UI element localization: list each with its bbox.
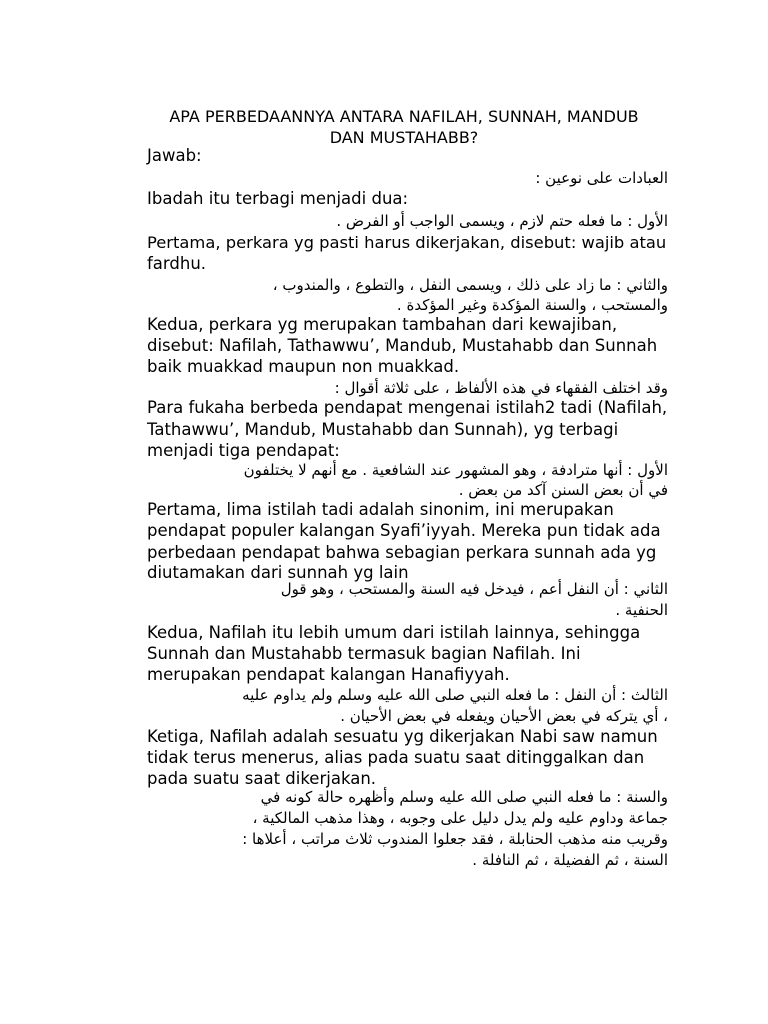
arabic-line: الحنفية . — [615, 601, 668, 619]
page-title: APA PERBEDAANNYA ANTARA NAFILAH, SUNNAH, MANDUB DAN MUSTAHABB? — [169, 107, 639, 147]
text-line: Tathawwu’, Mandub, Mustahabb dan Sunnah), yg terbagi — [147, 420, 619, 439]
arabic-line: الثالث : أن النفل : ما فعله النبي صلى الله عليه وسلم ولم يداوم عليه — [242, 686, 668, 704]
text-line: perbedaan pendapat bahwa sebagian perkara sunnah ada yg — [147, 543, 657, 562]
text-line: disebut: Nafilah, Tathawwu’, Mandub, Mustahabb dan Sunnah — [147, 336, 658, 355]
text-line: Pertama, lima istilah tadi adalah sinonim, ini merupakan — [147, 500, 614, 519]
arabic-line: السنة ، ثم الفضيلة ، ثم النافلة . — [472, 851, 668, 869]
arabic-line: الأول : ما فعله حتم لازم ، ويسمى الواجب أو الفرض . — [336, 212, 668, 230]
text-line: Ibadah itu terbagi menjadi dua: — [147, 189, 409, 208]
text-line: Para fukaha berbeda pendapat mengenai istilah2 tadi (Nafilah, — [147, 398, 668, 417]
text-line: pada suatu saat dikerjakan. — [147, 769, 377, 788]
text-line: Ketiga, Nafilah adalah sesuatu yg dikerjakan Nabi saw namun — [147, 727, 658, 746]
text-line: Pertama, perkara yg pasti harus dikerjakan, disebut: wajib atau — [147, 233, 667, 252]
text-line: tidak terus menerus, alias pada suatu saat ditinggalkan dan — [147, 748, 645, 767]
arabic-line: جماعة وداوم عليه ولم يدل دليل على وجوبه ، وهذا مذهب المالكية ، — [252, 809, 668, 827]
arabic-line: وقد اختلف الفقهاء في هذه الألفاظ ، على ثلاثة أقوال : — [334, 379, 668, 397]
text-line-jawab: Jawab: — [147, 146, 202, 165]
arabic-line: الثاني : أن النفل أعم ، فيدخل فيه السنة والمستحب ، وهو قول — [280, 580, 668, 598]
text-line: Kedua, perkara yg merupakan tambahan dari kewajiban, — [147, 315, 618, 334]
text-line: pendapat populer kalangan Syafi’iyyah. Mereka pun tidak ada — [147, 521, 661, 540]
text-line: diutamakan dari sunnah yg lain — [147, 563, 409, 582]
arabic-line: والسنة : ما فعله النبي صلى الله عليه وسلم وأظهره حالة كونه في — [260, 788, 668, 806]
arabic-line: والمستحب ، والسنة المؤكدة وغير المؤكدة . — [396, 296, 668, 314]
arabic-line: العبادات على نوعين : — [535, 169, 668, 187]
text-line: Kedua, Nafilah itu lebih umum dari istilah lainnya, sehingga — [147, 623, 641, 642]
text-line: baik muakkad maupun non muakkad. — [147, 357, 460, 376]
arabic-line: الأول : أنها مترادفة ، وهو المشهور عند الشافعية . مع أنهم لا يختلفون — [243, 461, 668, 479]
text-line: menjadi tiga pendapat: — [147, 441, 340, 460]
text-line: fardhu. — [147, 254, 207, 273]
arabic-line: في أن بعض السنن آكد من بعض . — [458, 481, 668, 499]
text-line: Sunnah dan Mustahabb termasuk bagian Nafilah. Ini — [147, 644, 581, 663]
arabic-line: وقريب منه مذهب الحنابلة ، فقد جعلوا المندوب ثلاث مراتب ، أعلاها : — [242, 830, 668, 848]
arabic-line: والثاني : ما زاد على ذلك ، ويسمى النفل ، والتطوع ، والمندوب ، — [272, 276, 668, 294]
arabic-line: ، أي يتركه في بعض الأحيان ويفعله في بعض الأحيان . — [340, 707, 668, 725]
text-line: merupakan pendapat kalangan Hanafiyyah. — [147, 665, 510, 684]
